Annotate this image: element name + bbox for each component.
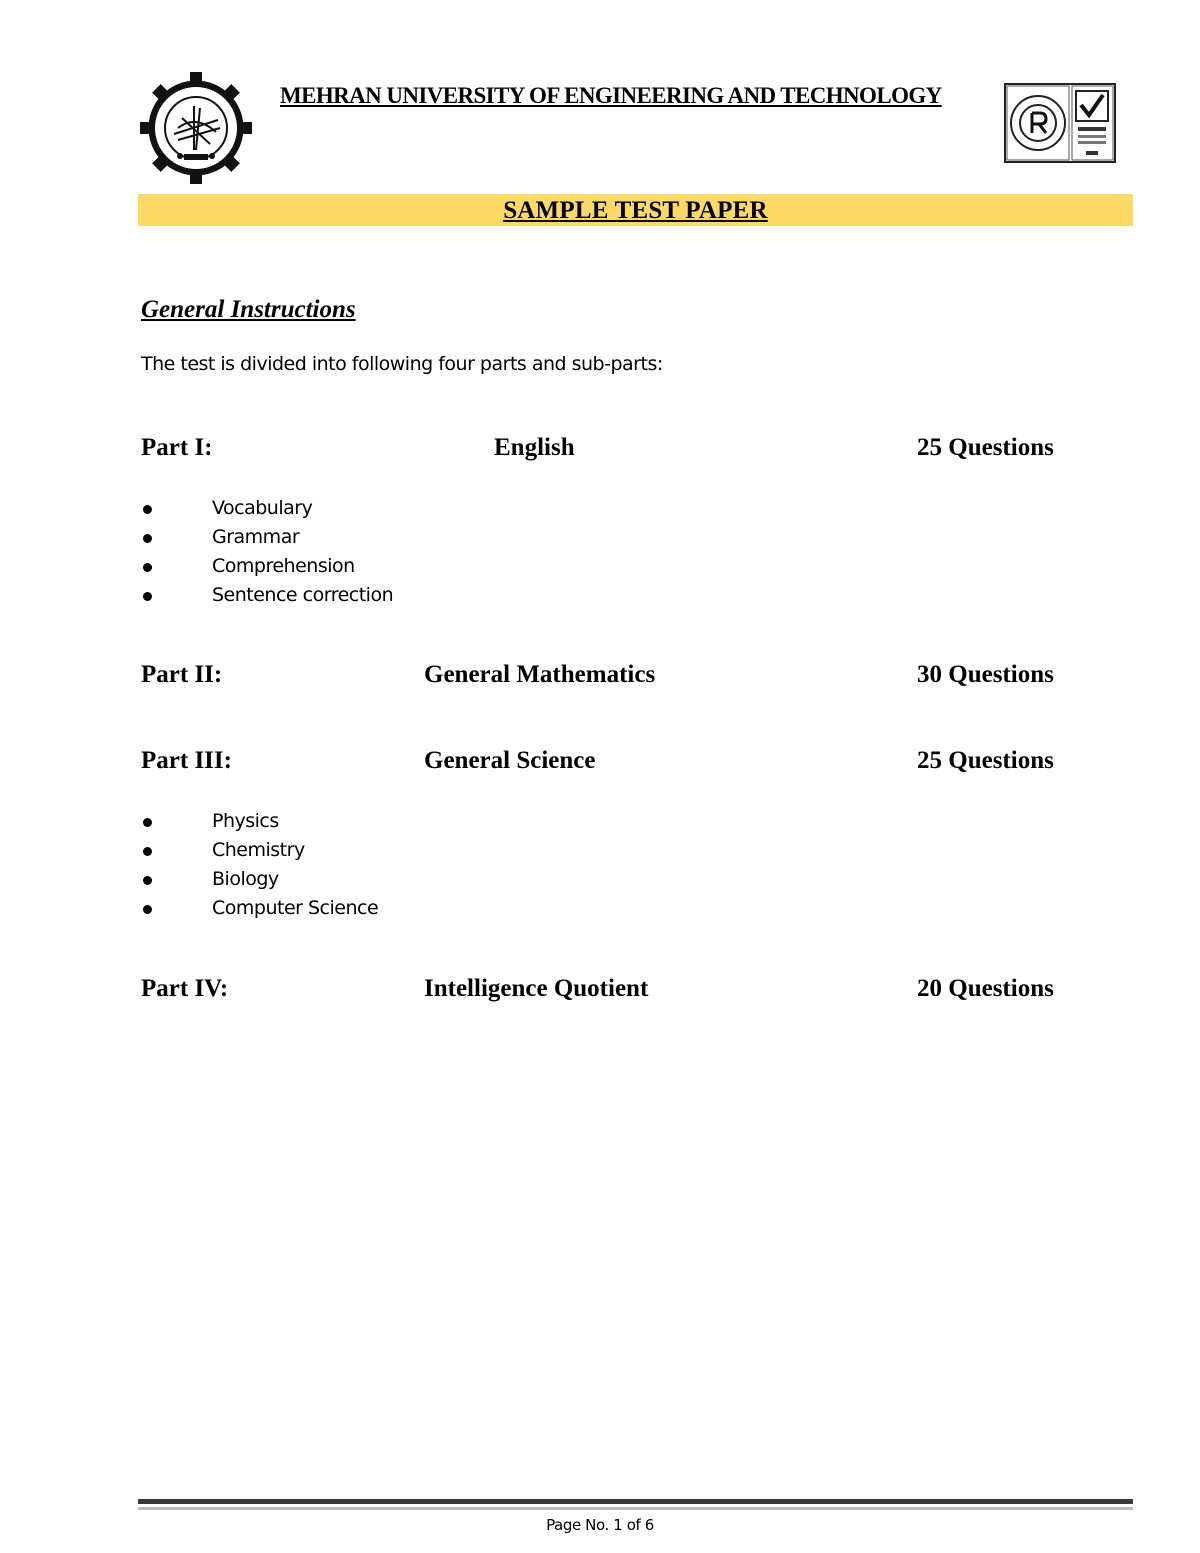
part-subject: Intelligence Quotient	[424, 975, 649, 1002]
part-subject: English	[494, 434, 575, 461]
certification-logo	[1004, 83, 1116, 163]
part-question-count: 20 Questions	[917, 975, 1054, 1002]
part-question-count: 25 Questions	[917, 434, 1054, 461]
subpart-label: Chemistry	[212, 839, 305, 861]
instructions-intro: The test is divided into following four parts and sub-parts:	[141, 353, 663, 375]
page-title: SAMPLE TEST PAPER	[503, 197, 768, 224]
part-subject: General Mathematics	[424, 661, 656, 688]
subpart-label: Physics	[212, 810, 279, 832]
bullet-icon	[143, 563, 152, 572]
part-label: Part II:	[141, 661, 223, 688]
bullet-icon	[143, 818, 152, 827]
part-row	[0, 747, 1200, 781]
part-label: Part I:	[141, 434, 213, 461]
bullet-icon	[143, 505, 152, 514]
part-row	[0, 975, 1200, 1009]
part-row	[0, 434, 1200, 468]
part-subject: General Science	[424, 747, 596, 774]
footer-divider-thin	[138, 1507, 1133, 1510]
subpart-label: Computer Science	[212, 897, 379, 919]
footer-divider	[138, 1499, 1133, 1504]
bullet-icon	[143, 876, 152, 885]
university-name: MEHRAN UNIVERSITY OF ENGINEERING AND TECHNOLOGY	[280, 83, 942, 108]
bullet-icon	[143, 905, 152, 914]
instructions-heading: General Instructions	[141, 296, 356, 323]
subpart-label: Grammar	[212, 526, 300, 548]
bullet-icon	[143, 534, 152, 543]
title-band	[138, 194, 1133, 226]
part-label: Part III:	[141, 747, 232, 774]
page-number: Page No. 1 of 6	[546, 1516, 654, 1534]
subpart-label: Sentence correction	[212, 584, 394, 606]
subpart-label: Vocabulary	[212, 497, 313, 519]
part-question-count: 30 Questions	[917, 661, 1054, 688]
part-row	[0, 661, 1200, 695]
part-question-count: 25 Questions	[917, 747, 1054, 774]
subpart-label: Comprehension	[212, 555, 355, 577]
subpart-label: Biology	[212, 868, 279, 890]
university-logo	[138, 70, 254, 186]
bullet-icon	[143, 592, 152, 601]
part-label: Part IV:	[141, 975, 229, 1002]
bullet-icon	[143, 847, 152, 856]
